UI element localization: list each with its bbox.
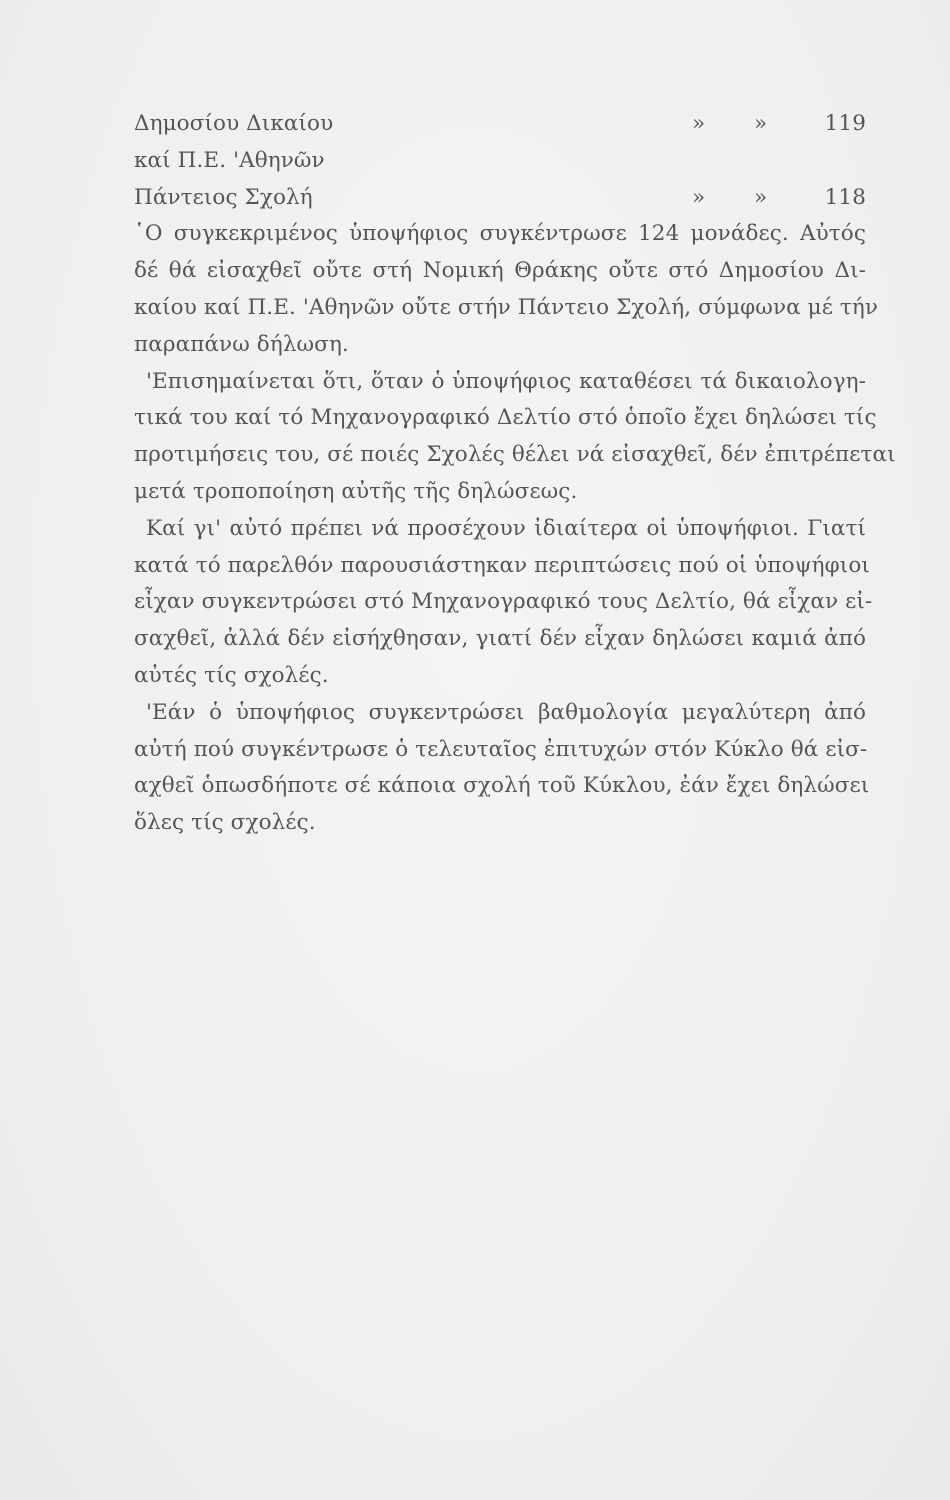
paragraph-1 <box>134 216 879 363</box>
paragraph-line: αὐτή πού συγκέντρωσε ὁ τελευταῖος ἐπιτυχών στόν Κύκλο θά εἰσ- <box>134 736 868 762</box>
paragraph-line: κατά τό παρελθόν παρουσιάστηκαν περιπτώσεις πού οἱ ὑποψήφιοι <box>134 552 870 578</box>
ditto-mark <box>692 143 754 180</box>
paragraph-line: καίου καί Π.Ε. 'Αθηνῶν οὔτε στήν Πάντειο Σχολή, σύμφωνα μέ τήν <box>134 294 879 320</box>
paragraph-line: δέ θά εἰσαχθεῖ οὔτε στή Νομική Θράκης οὔτε στό Δημοσίου Δι- <box>134 258 866 284</box>
list-row-3 <box>134 180 866 217</box>
paragraph-line: προτιμήσεις του, σέ ποιές Σχολές θέλει νά εἰσαχθεῖ, δέν ἐπιτρέπεται <box>134 442 896 468</box>
score-value: 119 <box>824 111 866 136</box>
paragraph-line: παραπάνω δήλωση. <box>134 331 349 357</box>
ditto-mark <box>754 143 816 180</box>
paragraph-line: ὅλες τίς σχολές. <box>134 810 316 836</box>
paragraph-3 <box>134 511 873 695</box>
paragraph-line: Καί γι' αὐτό πρέπει νά προσέχουν ἰδιαίτερα οἱ ὑποψήφιοι. Γιατί <box>146 515 866 541</box>
paragraph-4 <box>134 695 870 842</box>
school-name: Πάντειος Σχολή <box>134 184 313 210</box>
paragraph-line: αὐτές τίς σχολές. <box>134 662 329 688</box>
list-row-1 <box>134 106 866 143</box>
list-row-2 <box>134 143 866 180</box>
paragraph-2 <box>134 364 896 511</box>
paragraph-line: τικά του καί τό Μηχανογραφικό Δελτίο στό ὁποῖο ἔχει δηλώσει τίς <box>134 405 877 431</box>
text-block <box>134 106 896 842</box>
school-name: Δημοσίου Δικαίου <box>134 111 334 136</box>
ditto-mark: » <box>754 184 768 210</box>
paragraph-line: αχθεῖ ὁπωσδήποτε σέ κάποια σχολή τοῦ Κύκλου, ἐάν ἔχει δηλώσει <box>134 773 870 799</box>
paragraph-line: 'Επισημαίνεται ὅτι, ὅταν ὁ ὑποψήφιος καταθέσει τά δικαιολογη- <box>146 368 866 394</box>
paragraph-line: ῾Ο συγκεκριμένος ὑποψήφιος συγκέντρωσε 124 μονάδες. Αὐτός <box>134 221 866 247</box>
score-value <box>816 143 866 180</box>
paragraph-line: μετά τροποποίηση αὐτῆς τῆς δηλώσεως. <box>134 478 578 504</box>
ditto-mark: » <box>692 111 706 136</box>
ditto-mark: » <box>692 184 706 210</box>
paragraph-line: εἶχαν συγκεντρώσει στό Μηχανογραφικό τους Δελτίο, θά εἶχαν εἰ- <box>134 589 873 615</box>
school-name: καί Π.Ε. 'Αθηνῶν <box>134 147 325 173</box>
paragraph-line: 'Εάν ὁ ὑποψήφιος συγκεντρώσει βαθμολογία μεγαλύτερη ἀπό <box>146 699 866 725</box>
ditto-mark: » <box>754 111 768 136</box>
score-value: 118 <box>824 184 866 210</box>
paragraph-line: σαχθεῖ, ἀλλά δέν εἰσήχθησαν, γιατί δέν εἶχαν δηλώσει καμιά ἀπό <box>134 626 866 652</box>
